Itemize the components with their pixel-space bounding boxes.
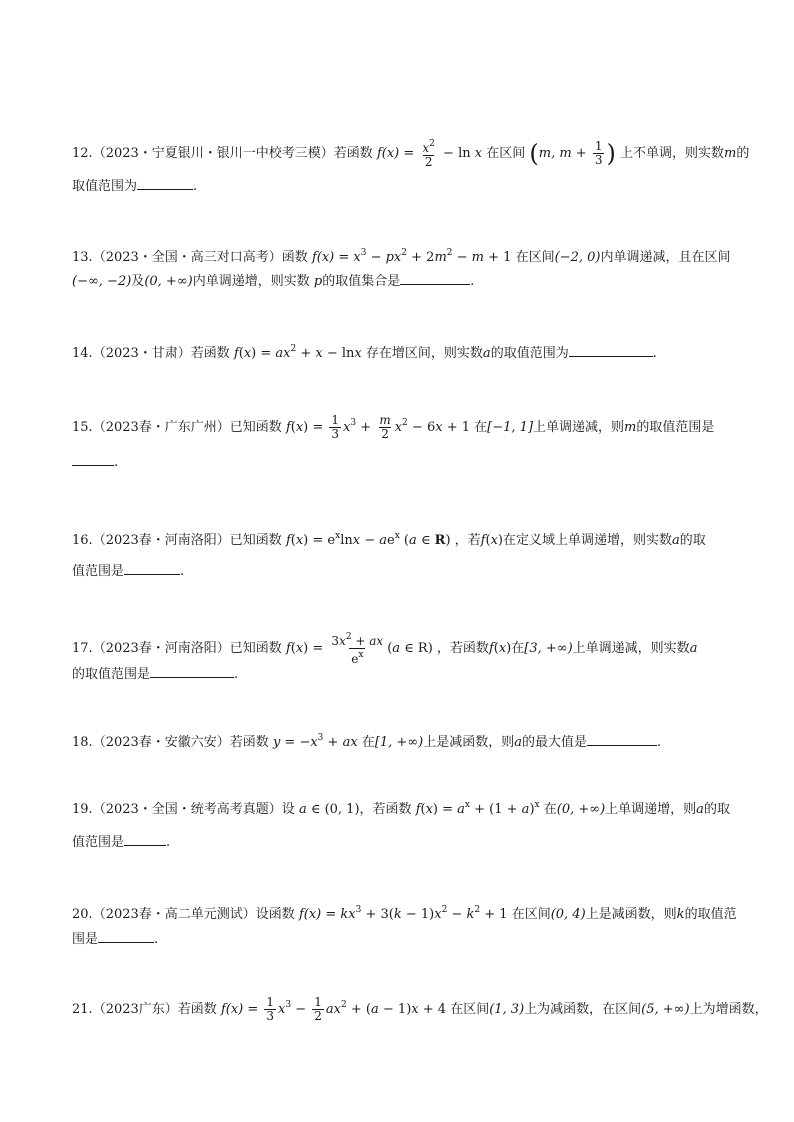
answer-blank[interactable] <box>124 561 180 575</box>
problem-18-line-1: 18.（2023春・安徽六安）若函数 $y = -x^3$ + ax 在[1, +∞)上是减函数，则a的最大值是 . <box>72 733 662 750</box>
problem-19-line-1: 19.（2023・全国・统考高考真题）设 a ∈ (0, 1)，若函数 $f(x) = a^x + (1 + a)^x$ 在(0, +∞)上单调递增，则a的取 <box>72 800 730 817</box>
problem-16-line-2: 值范围是 . <box>72 561 184 582</box>
problem-15-line-2: . <box>72 452 118 473</box>
problem-12-line-2: 取值范围为 . <box>72 176 197 197</box>
problem-21-line-1: 21.（2023广东）若函数 f(x) = $\frac{1}{3}$ $x^3$ − $\frac{1}{2}$ $ax^2 + (a - 1)x + 4$ 在区间(1, 3)上为减函数，在区间(5, +∞)上为增函数， <box>72 995 768 1023</box>
answer-blank[interactable] <box>150 664 234 678</box>
problem-12-line-1: 12.（2023・宁夏银川・银川一中校考三模）若函数 f(x) = $\frac{x^2}{2}$ − ln x 在区间 (m, m + $\frac{1}{3}$ ) 上不单调，则实数m的 <box>72 139 750 169</box>
problem-20-line-1: 20.（2023春・高二单元测试）设函数 $f(x) = kx^3 + 3(k - 1)x^2 - k^2 + 1$ 在区间(0, 4)上是减函数，则k的取值范 <box>72 905 737 922</box>
formula: f(x) = $\frac{1}{3}$ $x^3$ − $\frac{1}{2}$ $ax^2 + (a - 1)x + 4$ <box>220 995 447 1023</box>
formula: $f(x) = a^x + (1 + a)^x$ <box>415 800 540 817</box>
problem-14-line-1: 14.（2023・甘肃）若函数 $f(x) = ax^2 + x - \ln x$ 存在增区间，则实数a的取值范围为 . <box>72 344 657 361</box>
formula: $f(x) = e^x\ln x - ae^x$ (a ∈ R) <box>285 531 451 548</box>
answer-blank[interactable] <box>400 271 470 285</box>
formula: (m, m + $\frac{1}{3}$ ) <box>529 139 616 168</box>
problem-13-line-2: (−∞, −2)及(0, +∞)内单调递增，则实数 p的取值集合是 . <box>72 271 474 292</box>
formula: $f(x) = x^3 - px^2 + 2m^2 - m + 1$ <box>311 248 512 265</box>
answer-blank[interactable] <box>124 832 166 846</box>
formula: $f(x) = ax^2 + x - \ln x$ <box>233 344 362 361</box>
answer-blank[interactable] <box>587 732 657 746</box>
problem-19-line-2: 值范围是 . <box>72 832 170 853</box>
formula: f(x) = $\frac{x^2}{2}$ − ln x <box>376 139 483 169</box>
answer-blank[interactable] <box>98 929 154 943</box>
problem-17-line-1: 17.（2023春・河南洛阳）已知函数 f(x) = $\frac{3x^2 + ax}{e^x}$ (a ∈ R) ，若函数f(x)在[3, +∞)上单调递减，则实数a <box>72 632 698 666</box>
answer-blank[interactable] <box>569 343 653 357</box>
answer-blank[interactable] <box>137 176 193 190</box>
problem-13-line-1: 13.（2023・全国・高三对口高考）函数 $f(x) = x^3 - px^2 + 2m^2 - m + 1$ 在区间(−2, 0)内单调递减，且在区间 <box>72 248 731 265</box>
problem-16-line-1: 16.（2023春・河南洛阳）已知函数 $f(x) = e^x\ln x - ae^x$ (a ∈ R) ，若f(x)在定义域上单调递增，则实数a的取 <box>72 531 706 548</box>
formula: $f(x) = kx^3 + 3(k - 1)x^2 - k^2 + 1$ <box>298 905 508 922</box>
formula: f(x) = $\frac{1}{3}$ $x^3$ + $\frac{m}{2}$ $x^2 - 6x + 1$ <box>285 413 471 441</box>
problem-15-line-1: 15.（2023春・广东广州）已知函数 f(x) = $\frac{1}{3}$ $x^3$ + $\frac{m}{2}$ $x^2 - 6x + 1$ 在[−1, 1]上单调递减，则m的取值范围是 <box>72 413 715 441</box>
problem-17-line-2: 的取值范围是 . <box>72 664 238 685</box>
answer-blank[interactable] <box>72 452 114 466</box>
problem-20-line-2: 围是 . <box>72 929 158 950</box>
formula: f(x) = $\frac{3x^2 + ax}{e^x}$ (a ∈ R) <box>285 632 433 666</box>
formula: $y = -x^3$ + ax <box>272 733 358 750</box>
